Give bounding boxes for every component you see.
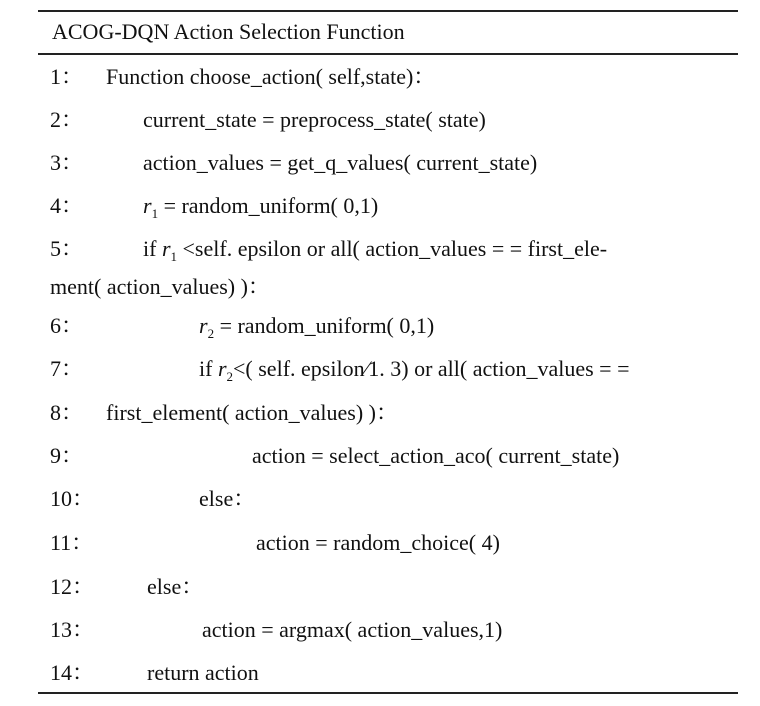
code-text: if $r_1$ <self. epsilon or all( action_values = = first_ele-	[143, 236, 608, 264]
code-text: Function choose_action( self,state)：	[106, 64, 436, 89]
code-line-7	[0, 354, 760, 384]
line-number: 9：	[50, 443, 84, 468]
code-line-4	[0, 191, 760, 221]
code-line-9	[0, 441, 760, 471]
code-line-2	[0, 105, 760, 135]
code-text: else：	[147, 574, 204, 599]
line-number: 1：	[50, 64, 84, 89]
code-text: else：	[199, 486, 256, 511]
code-line-11	[0, 528, 760, 558]
line-number: 12：	[50, 574, 95, 599]
code-line-3	[0, 148, 760, 178]
table-header-rule	[38, 53, 738, 55]
code-text: action = random_choice( 4)	[256, 530, 500, 555]
line-number: 7：	[50, 356, 84, 381]
algorithm-title: ACOG-DQN Action Selection Function	[52, 19, 405, 44]
line-number: 5：	[50, 236, 84, 261]
code-text: $r_2$ = random_uniform( 0,1)	[199, 313, 435, 341]
code-text: current_state = preprocess_state( state)	[143, 107, 486, 132]
line-number: 11：	[50, 530, 94, 555]
line-number: 14：	[50, 660, 95, 685]
line-number: 10：	[50, 486, 95, 511]
line-number: 13：	[50, 617, 95, 642]
line-number: 6：	[50, 313, 84, 338]
table-top-rule	[38, 10, 738, 12]
code-text: first_element( action_values) )：	[106, 400, 399, 425]
line-number: 8：	[50, 400, 84, 425]
code-text: action_values = get_q_values( current_state)	[143, 150, 538, 175]
code-line-8	[0, 398, 760, 428]
line-number: 2：	[50, 107, 84, 132]
code-line-6	[0, 311, 760, 341]
code-text: if $r_2<$( self. epsilon⁄1. 3) or all( action_values = =	[199, 356, 630, 384]
code-line-10	[0, 484, 760, 514]
line-number: 3：	[50, 150, 84, 175]
line-number: 4：	[50, 193, 84, 218]
code-line-14	[0, 658, 760, 688]
code-line-1	[0, 62, 760, 92]
code-text: $r_1$ = random_uniform( 0,1)	[143, 193, 379, 221]
code-line-5-continued	[0, 272, 760, 302]
code-text: return action	[147, 660, 259, 685]
table-bottom-rule	[38, 692, 738, 694]
code-line-13	[0, 615, 760, 645]
code-text: ment( action_values) )：	[50, 274, 270, 299]
code-text: action = argmax( action_values,1)	[202, 617, 503, 642]
code-text: action = select_action_aco( current_state)	[252, 443, 620, 468]
code-line-12	[0, 572, 760, 602]
code-line-5	[0, 234, 760, 264]
